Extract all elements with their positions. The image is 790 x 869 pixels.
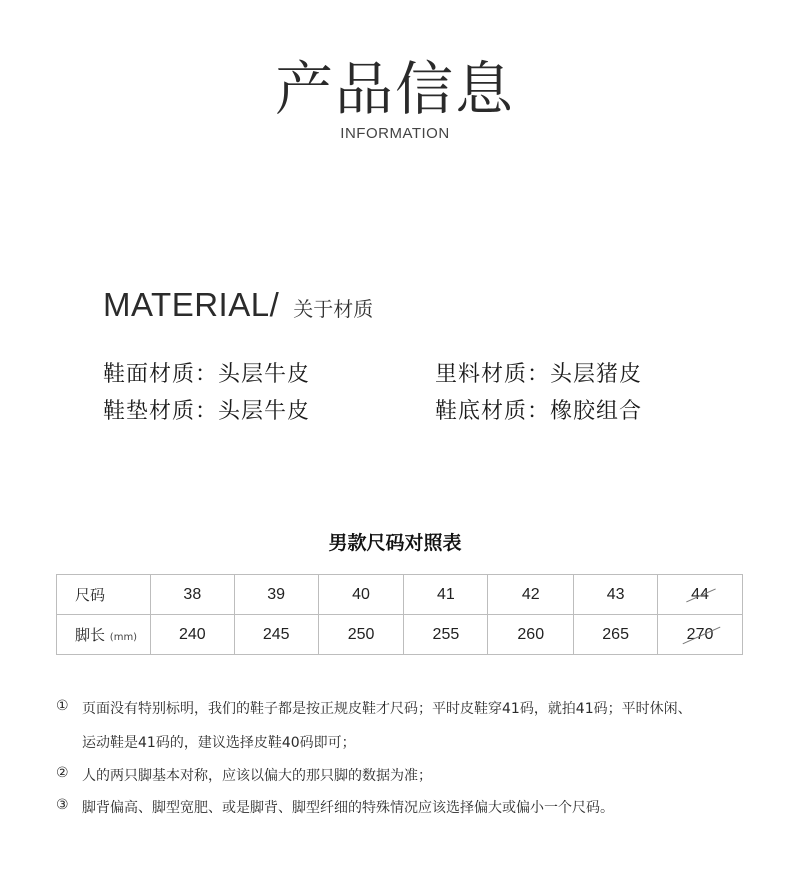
note-3 <box>56 797 614 817</box>
size-cell-struck <box>658 575 743 615</box>
size-cell: 38 <box>150 575 234 615</box>
length-cell: 250 <box>318 615 404 655</box>
size-chart-title: 男款尺码对照表 <box>328 532 462 554</box>
note-2 <box>56 765 432 785</box>
material-heading-cn: 关于材质 <box>293 297 374 321</box>
spec-upper: 鞋面材质：头层牛皮 <box>103 362 311 387</box>
size-value-struck: 44 <box>691 585 709 603</box>
foot-length-label: 脚长 <box>75 626 106 644</box>
page-subtitle: INFORMATION <box>340 125 450 142</box>
foot-length-row-label <box>57 615 151 655</box>
note-1-number: ① <box>56 698 69 714</box>
length-value-struck: 270 <box>686 625 714 643</box>
spec-outsole: 鞋底材质：橡胶组合 <box>435 399 643 424</box>
spec-lining: 里料材质：头层猪皮 <box>435 362 643 387</box>
size-chart-table <box>56 574 743 655</box>
size-cell: 40 <box>318 575 404 615</box>
foot-length-row <box>57 615 743 655</box>
size-cell: 39 <box>234 575 318 615</box>
page-title: 产品信息 <box>274 55 515 123</box>
length-cell-struck <box>658 615 743 655</box>
note-2-text: 人的两只脚基本对称，应该以偏大的那只脚的数据为准； <box>82 768 432 784</box>
note-1 <box>56 698 692 718</box>
material-heading-en: MATERIAL/ <box>103 286 280 323</box>
spec-insole: 鞋垫材质：头层牛皮 <box>103 399 311 424</box>
note-3-text: 脚背偏高、脚型宽肥、或是脚背、脚型纤细的特殊情况应该选择偏大或偏小一个尺码。 <box>82 800 614 816</box>
material-heading <box>103 286 373 324</box>
note-3-number: ③ <box>56 797 69 813</box>
length-cell: 245 <box>234 615 318 655</box>
note-2-number: ② <box>56 765 69 781</box>
length-cell: 240 <box>150 615 234 655</box>
size-cell: 42 <box>488 575 574 615</box>
note-1-continuation: 运动鞋是41码的，建议选择皮鞋40码即可； <box>82 735 356 751</box>
size-row-label: 尺码 <box>57 575 151 615</box>
foot-length-unit: (mm) <box>109 632 138 643</box>
size-cell: 41 <box>404 575 488 615</box>
length-cell: 260 <box>488 615 574 655</box>
note-1-text: 页面没有特别标明，我们的鞋子都是按正规皮鞋才尺码；平时皮鞋穿41码，就拍41码；平时休闲、 <box>82 701 692 717</box>
size-row <box>57 575 743 615</box>
size-cell: 43 <box>574 575 658 615</box>
length-cell: 255 <box>404 615 488 655</box>
length-cell: 265 <box>574 615 658 655</box>
